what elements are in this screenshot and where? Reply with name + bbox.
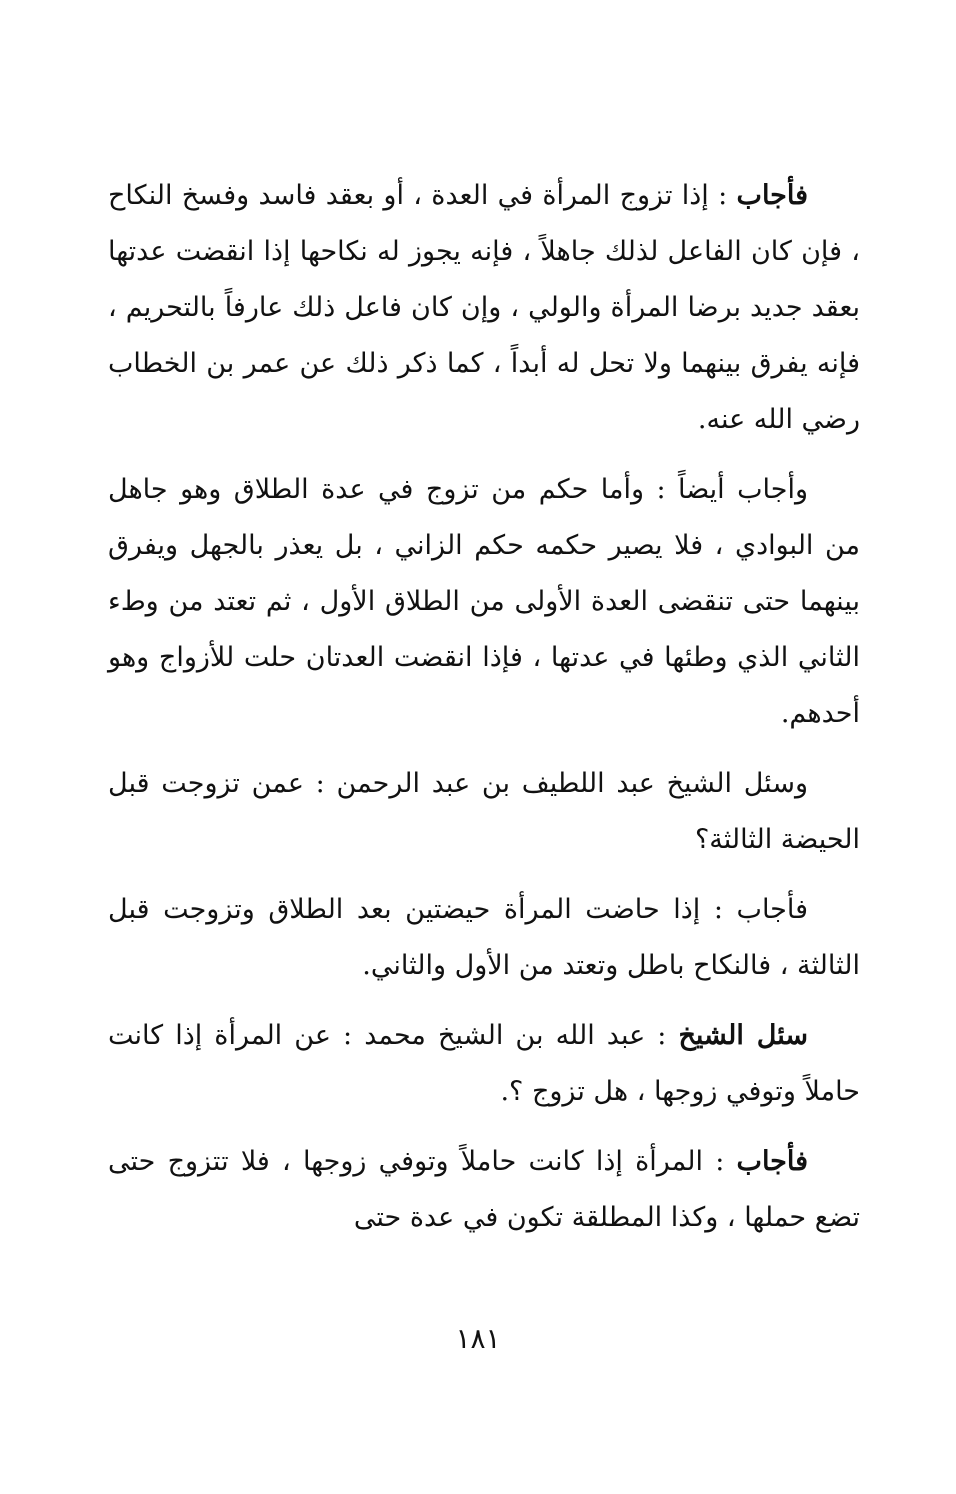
paragraph-body: فأجاب : إذا حاضت المرأة حيضتين بعد الطلاق وتزوجت قبل الثالثة ، فالنكاح باطل وتعتد من الأول والثاني. <box>108 894 860 981</box>
paragraph-body: : المرأة إذا كانت حاملاً وتوفي زوجها ، فلا تتزوج حتى تضع حملها ، وكذا المطلقة تكون في عدة حتى <box>108 1146 860 1233</box>
page-number: ١٨١ <box>455 1322 501 1355</box>
paragraph-5 <box>108 1008 860 1120</box>
paragraph-1 <box>108 168 860 448</box>
body-text <box>108 168 860 1246</box>
paragraph-body: وسئل الشيخ عبد اللطيف بن عبد الرحمن : عمن تزوجت قبل الحيضة الثالثة؟ <box>108 768 860 855</box>
paragraph-4 <box>108 882 860 994</box>
paragraph-body: : عبد الله بن الشيخ محمد : عن المرأة إذا كانت حاملاً وتوفي زوجها ، هل تزوج ؟. <box>108 1020 860 1107</box>
paragraph-2 <box>108 462 860 742</box>
paragraph-lead: فأجاب <box>736 180 808 211</box>
paragraph-body: : إذا تزوج المرأة في العدة ، أو بعقد فاسد وفسخ النكاح ، فإن كان الفاعل لذلك جاهلاً ، فإنه يجوز له نكاحها إذا انقضت عدتها بعقد جديد برضا المرأة والولي ، وإن كان فاعل ذلك عارفاً بالتحريم ، فإنه يفرق بينهما ولا تحل له أبداً ، كما ذكر ذلك عن عمر بن الخطاب رضي الله عنه. <box>108 180 860 435</box>
paragraph-lead: فأجاب <box>736 1146 808 1177</box>
paragraph-body: وأجاب أيضاً : وأما حكم من تزوج في عدة الطلاق وهو جاهل من البوادي ، فلا يصير حكمه حكم الزاني ، بل يعذر بالجهل ويفرق بينهما حتى تنقضى العدة الأولى من الطلاق الأول ، ثم تعتد من وطء الثاني الذي وطئها في عدتها ، فإذا انقضت العدتان حلت للأزواج وهو أحدهم. <box>108 474 860 729</box>
paragraph-3 <box>108 756 860 868</box>
paragraph-lead: سئل الشيخ <box>678 1020 808 1051</box>
paragraph-6 <box>108 1134 860 1246</box>
